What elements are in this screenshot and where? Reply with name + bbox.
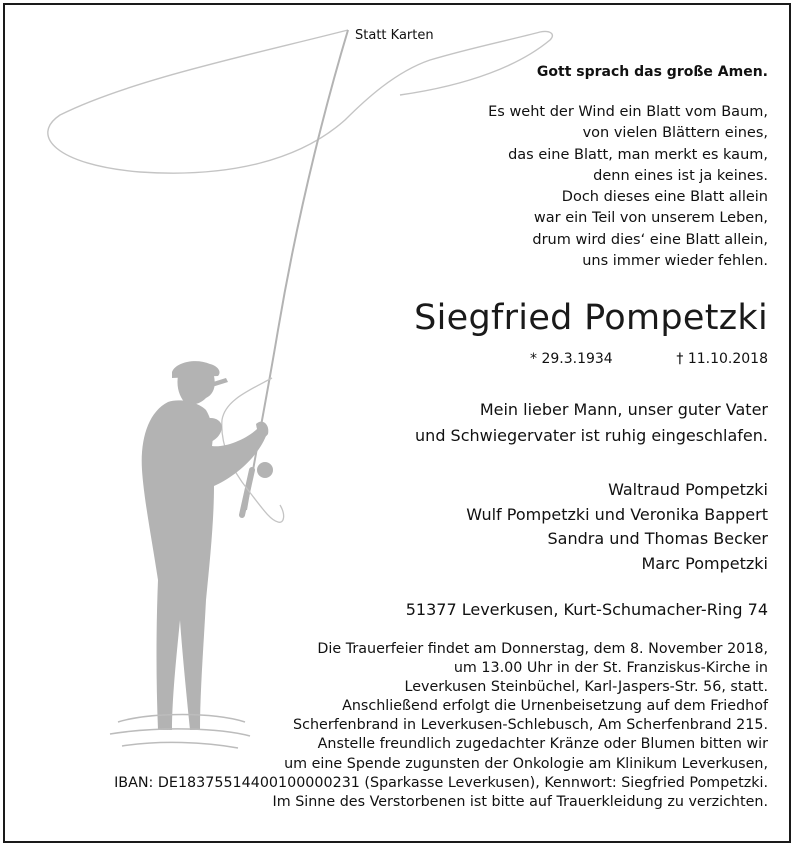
family-member: Waltraud Pompetzki [608,480,768,499]
info-line: IBAN: DE18375514400100000231 (Sparkasse Leverkusen), Kennwort: Siegfried Pompetzki. [114,774,768,791]
info-line: Scherfenbrand in Leverkusen-Schlebusch, Am Scherfenbrand 215. [293,717,768,734]
poem-title: Gott sprach das große Amen. [536,64,768,80]
poem-line: das eine Blatt, man merkt es kaum, [508,146,768,163]
death-date: † 11.10.2018 [676,351,768,367]
family-list [466,478,768,576]
poem-line: von vielen Blättern eines, [582,125,768,142]
announcement-message [415,397,768,449]
info-line: um eine Spende zugunsten der Onkologie am Klinikum Leverkusen, [284,755,768,772]
fishing-line [48,30,553,173]
info-line: Leverkusen Steinbüchel, Karl-Jaspers-Str. 56, statt. [404,679,768,696]
birth-date: * 29.3.1934 [530,351,613,367]
poem-line: drum wird dies‘ eine Blatt allein, [532,231,768,248]
message-line: und Schwiegervater ist ruhig eingeschlafen. [415,426,768,445]
poem-line: uns immer wieder fehlen. [582,253,768,270]
poem-line: Es weht der Wind ein Blatt vom Baum, [488,104,768,120]
family-member: Wulf Pompetzki und Veronika Bappert [466,504,768,524]
info-line: Anstelle freundlich zugedachter Kränze oder Blumen bitten wir [317,736,768,753]
poem-line: war ein Teil von unserem Leben, [533,210,768,227]
info-line: um 13.00 Uhr in der St. Franziskus-Kirche in [453,660,768,677]
info-line: Die Trauerfeier findet am Donnerstag, dem 8. November 2018, [317,641,768,657]
family-member: Marc Pompetzki [641,553,768,573]
funeral-info [114,640,768,812]
deceased-name: Siegfried Pompetzki [414,298,768,338]
header-statt-karten: Statt Karten [355,28,434,43]
info-line: Im Sinne des Verstorbenen ist bitte auf Trauerkleidung zu verzichten. [272,793,768,810]
poem-line: denn eines ist ja keines. [593,167,768,184]
poem [488,102,768,272]
message-line: Mein lieber Mann, unser guter Vater [479,400,768,419]
family-address: 51377 Leverkusen, Kurt-Schumacher-Ring 74 [405,600,768,619]
family-member: Sandra und Thomas Becker [547,529,768,548]
info-line: Anschließend erfolgt die Urnenbeisetzung auf dem Friedhof [342,698,768,715]
poem-line: Doch dieses eine Blatt allein [561,189,768,206]
